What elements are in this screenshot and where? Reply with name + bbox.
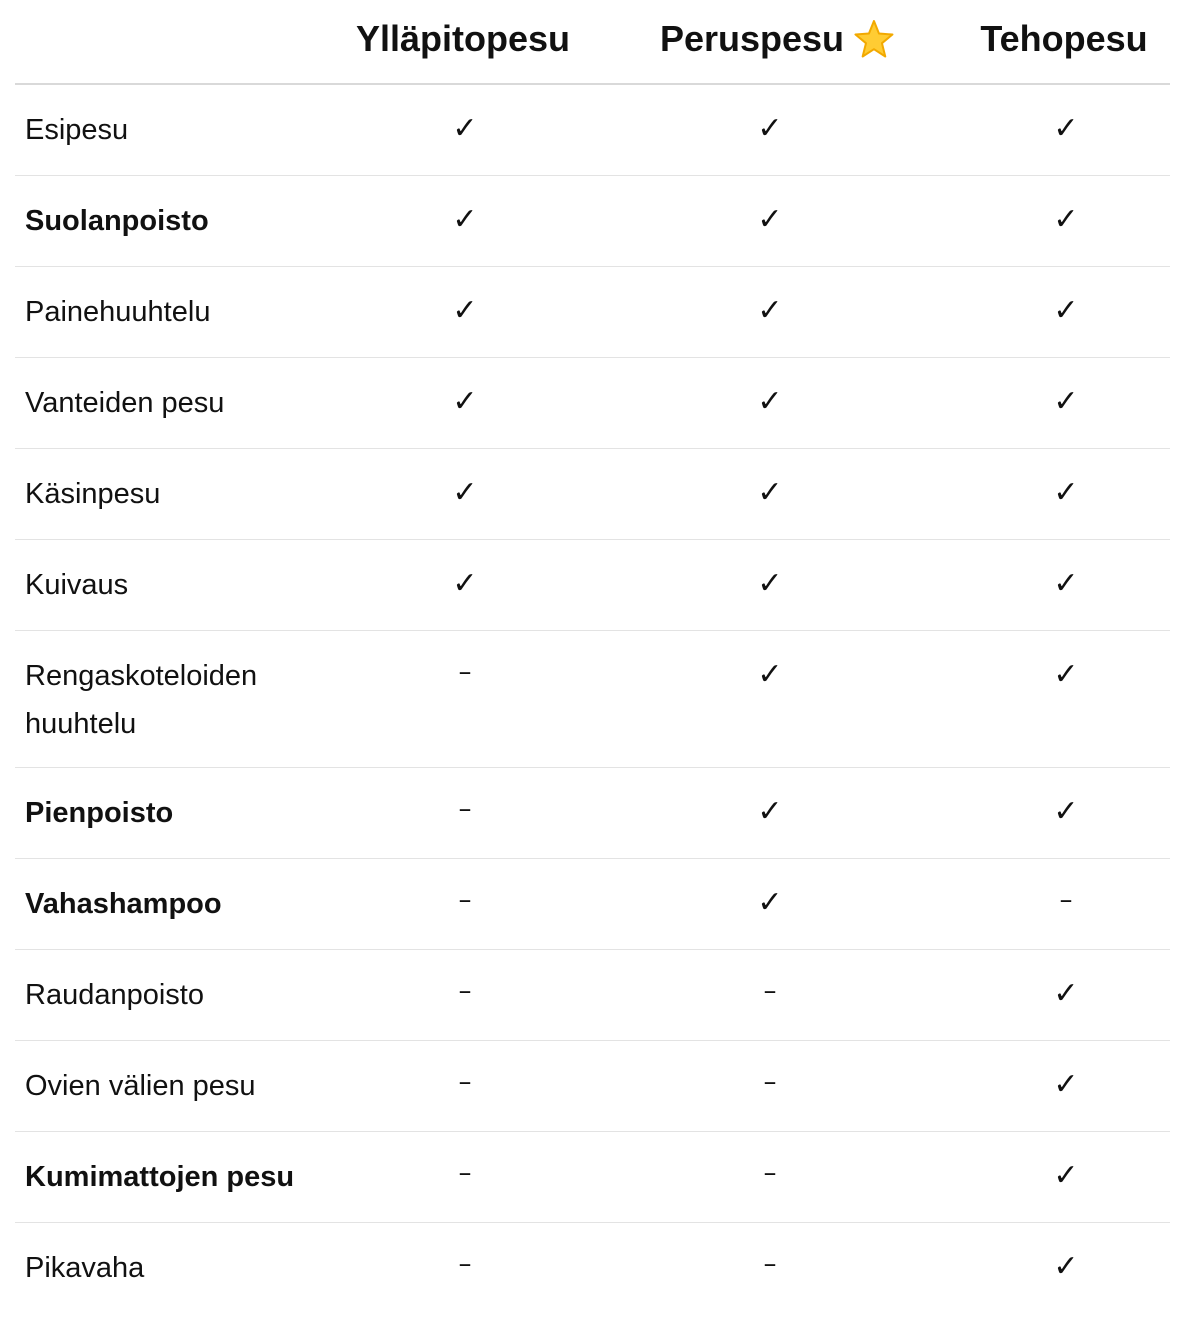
table-body [15, 85, 1170, 1313]
dash-icon: – [763, 1249, 777, 1279]
check-icon: ✓ [1053, 1158, 1079, 1193]
check-icon: ✓ [1053, 566, 1079, 601]
table-row [15, 358, 1170, 449]
check-icon: ✓ [452, 111, 478, 146]
check-icon: ✓ [452, 202, 478, 237]
column-header-label: Tehopesu [980, 18, 1148, 59]
column-header-label: Peruspesu [659, 18, 845, 59]
table-row [15, 176, 1170, 267]
feature-label: Pikavaha [25, 1252, 145, 1284]
check-icon: ✓ [1053, 202, 1079, 237]
comparison-table [15, 0, 1170, 1313]
feature-label: Kumimattojen pesu [25, 1161, 295, 1193]
dash-icon: – [458, 1067, 472, 1097]
dash-icon: – [458, 885, 472, 915]
feature-label: Ovien välien pesu [25, 1070, 256, 1102]
check-icon: ✓ [1053, 794, 1079, 829]
check-icon: ✓ [757, 111, 783, 146]
check-icon: ✓ [1053, 976, 1079, 1011]
check-icon: ✓ [1053, 1067, 1079, 1102]
feature-label: Pienpoisto [25, 797, 174, 829]
table-row [15, 540, 1170, 631]
table-row [15, 768, 1170, 859]
table-row [15, 267, 1170, 358]
check-icon: ✓ [757, 657, 783, 692]
check-icon: ✓ [452, 384, 478, 419]
dash-icon: – [1059, 885, 1073, 915]
feature-label: Suolanpoisto [25, 205, 209, 237]
check-icon: ✓ [1053, 1249, 1079, 1284]
dash-icon: – [763, 1158, 777, 1188]
feature-label: Esipesu [25, 114, 129, 146]
feature-label: Raudanpoisto [25, 979, 204, 1011]
check-icon: ✓ [757, 794, 783, 829]
feature-label: Vahashampoo [25, 888, 222, 920]
table-row [15, 449, 1170, 540]
check-icon: ✓ [1053, 475, 1079, 510]
check-icon: ✓ [452, 475, 478, 510]
star-icon [854, 19, 894, 59]
table-header [15, 0, 1170, 85]
check-icon: ✓ [757, 475, 783, 510]
check-icon: ✓ [1053, 293, 1079, 328]
check-icon: ✓ [757, 566, 783, 601]
check-icon: ✓ [757, 293, 783, 328]
feature-label: Käsinpesu [25, 478, 161, 510]
dash-icon: – [458, 657, 472, 687]
table-row [15, 1223, 1170, 1313]
table-row [15, 1132, 1170, 1223]
check-icon: ✓ [757, 202, 783, 237]
table-row [15, 950, 1170, 1041]
feature-label: Rengaskoteloiden huuhtelu [25, 660, 258, 740]
check-icon: ✓ [1053, 111, 1079, 146]
dash-icon: – [458, 1249, 472, 1279]
table-row [15, 1041, 1170, 1132]
check-icon: ✓ [1053, 384, 1079, 419]
check-icon: ✓ [1053, 657, 1079, 692]
table-row [15, 85, 1170, 176]
dash-icon: – [458, 976, 472, 1006]
feature-label: Painehuuhtelu [25, 296, 211, 328]
check-icon: ✓ [452, 293, 478, 328]
column-header-label: Ylläpitopesu [355, 18, 571, 59]
feature-label: Vanteiden pesu [25, 387, 225, 419]
dash-icon: – [458, 794, 472, 824]
check-icon: ✓ [757, 885, 783, 920]
table-row [15, 631, 1170, 768]
dash-icon: – [763, 1067, 777, 1097]
dash-icon: – [763, 976, 777, 1006]
feature-label: Kuivaus [25, 569, 129, 601]
table-row [15, 859, 1170, 950]
dash-icon: – [458, 1158, 472, 1188]
check-icon: ✓ [452, 566, 478, 601]
check-icon: ✓ [757, 384, 783, 419]
